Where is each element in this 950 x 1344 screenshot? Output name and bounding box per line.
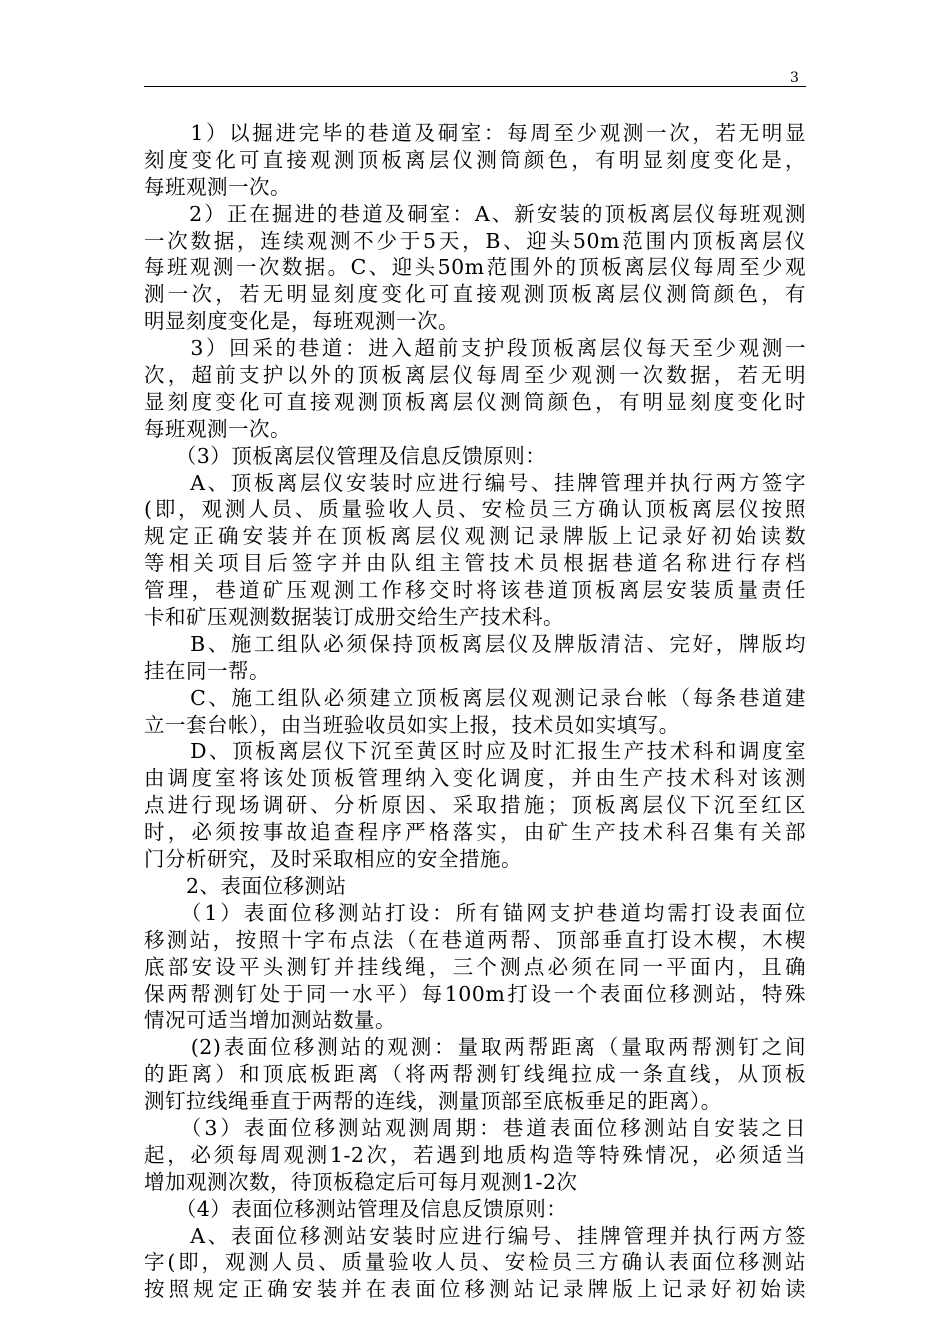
- text-line: 每班观测一次。: [144, 416, 291, 441]
- text-line: C、施工组队必须建立顶板离层仪观测记录台帐（每条巷道建: [144, 685, 806, 710]
- text-line: 规定正确安装并在顶板离层仪观测记录牌版上记录好初始读数: [144, 524, 806, 549]
- text-line: 2）正在掘进的巷道及硐室：A、新安装的顶板离层仪每班观测: [144, 201, 806, 226]
- text-line: 刻度变化可直接观测顶板离层仪测筒颜色，有明显刻度变化是，: [144, 147, 806, 172]
- text-line: 起，必须每周观测1-2次，若遇到地质构造等特殊情况，必须适当: [144, 1142, 806, 1167]
- text-line: 底部安设平头测钉并挂线绳，三个测点必须在同一平面内，且确: [144, 954, 806, 979]
- text-line: 每班观测一次数据。C、迎头50m范围外的顶板离层仪每周至少观: [144, 255, 806, 280]
- text-line: 卡和矿压观测数据装订成册交给生产技术科。: [144, 605, 564, 630]
- text-line: 测一次，若无明显刻度变化可直接观测顶板离层仪测筒颜色，有: [144, 282, 806, 307]
- text-line: 按照规定正确安装并在表面位移测站记录牌版上记录好初始读: [144, 1277, 806, 1302]
- text-line: 增加观测次数，待顶板稳定后可每月观测1-2次: [144, 1169, 578, 1194]
- text-line: 显刻度变化可直接观测顶板离层仪测筒颜色，有明显刻度变化时: [144, 389, 806, 414]
- text-line: 2、表面位移测站: [144, 873, 347, 898]
- text-line: 移测站，按照十字布点法（在巷道两帮、顶部垂直打设木楔，木楔: [144, 927, 806, 952]
- text-line: （3）表面位移测站观测周期：巷道表面位移测站自安装之日: [144, 1115, 806, 1140]
- text-line: 等相关项目后签字并由队组主管技术员根据巷道名称进行存档: [144, 551, 806, 576]
- text-line: 保两帮测钉处于同一水平）每100m打设一个表面位移测站，特殊: [144, 981, 806, 1006]
- text-line: A、顶板离层仪安装时应进行编号、挂牌管理并执行两方签字: [144, 470, 806, 495]
- text-line: 挂在同一帮。: [144, 658, 270, 683]
- text-line: 一次数据，连续观测不少于5天，B、迎头50m范围内顶板离层仪: [144, 228, 806, 253]
- text-line: （1）表面位移测站打设：所有锚网支护巷道均需打设表面位: [144, 900, 806, 925]
- text-line: 立一套台帐），由当班验收员如实上报，技术员如实填写。: [144, 712, 680, 737]
- text-line: 字(即，观测人员、质量验收人员、安检员三方确认表面位移测站: [144, 1250, 806, 1275]
- text-line: 3）回采的巷道：进入超前支护段顶板离层仪每天至少观测一: [144, 336, 806, 361]
- body-text: [144, 120, 806, 1303]
- text-line: 1）以掘进完毕的巷道及硐室：每周至少观测一次，若无明显: [144, 121, 806, 145]
- page-number: 3: [790, 70, 799, 86]
- text-line: 由调度室将该处顶板管理纳入变化调度，并由生产技术科对该测: [144, 766, 806, 791]
- text-line: 每班观测一次。: [144, 174, 291, 199]
- text-line: 时，必须按事故追查程序严格落实，由矿生产技术科召集有关部: [144, 820, 806, 845]
- text-line: （3）顶板离层仪管理及信息反馈原则：: [144, 443, 547, 468]
- text-line: 测钉拉线绳垂直于两帮的连线，测量顶部至底板垂足的距离）。: [144, 1089, 722, 1114]
- header-rule: [144, 86, 806, 87]
- text-line: （4）表面位移测站管理及信息反馈原则：: [144, 1196, 568, 1221]
- text-line: B、施工组队必须保持顶板离层仪及牌版清洁、完好，牌版均: [144, 631, 806, 656]
- text-line: 点进行现场调研、分析原因、采取措施；顶板离层仪下沉至红区: [144, 793, 806, 818]
- text-line: 情况可适当增加测站数量。: [144, 1008, 396, 1033]
- text-line: 门分析研究，及时采取相应的安全措施。: [144, 847, 522, 872]
- text-line: 管理，巷道矿压观测工作移交时将该巷道顶板离层安装质量责任: [144, 578, 806, 603]
- text-line: A、表面位移测站安装时应进行编号、挂牌管理并执行两方签: [144, 1223, 806, 1248]
- text-line: D、顶板离层仪下沉至黄区时应及时汇报生产技术科和调度室: [144, 739, 806, 764]
- text-line: 的距离）和顶底板距离（将两帮测钉线绳拉成一条直线，从顶板: [144, 1062, 806, 1087]
- text-line: 明显刻度变化是，每班观测一次。: [144, 309, 459, 334]
- text-line: (2)表面位移测站的观测：量取两帮距离（量取两帮测钉之间: [144, 1035, 806, 1060]
- text-line: (即，观测人员、质量验收人员、安检员三方确认顶板离层仪按照: [144, 497, 806, 522]
- text-line: 次，超前支护以外的顶板离层仪每周至少观测一次数据，若无明: [144, 363, 806, 388]
